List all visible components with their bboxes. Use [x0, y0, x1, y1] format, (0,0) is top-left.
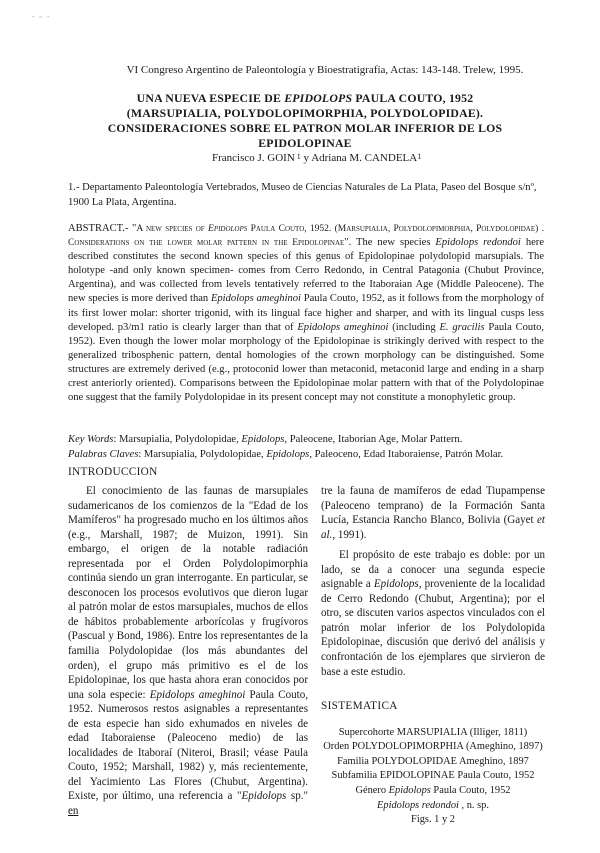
title-line-2: (MARSUPIALIA, POLYDOLOPIMORPHIA, POLYDOLOPIDAE).: [126, 106, 484, 120]
abstract: ABSTRACT.- "A new species of Epidolops Paula Couto, 1952. (Marsupialia, Polydolopimorphia, Polydolopidae) . Considerations on the lower molar pattern in the Epidolopinae". The new species Epidolops redondoi here described constitutes the second known species of this genus of Epidolopinae polydolopid marsupials. The holotype -and only known specimen- comes from Cerro Redondo, in Central Patagonia (Chubut Province, Argentina), and was collected from levels tentatively referred to the Itaboraian Age (Middle Paleocene). The new species is more derived than Epidolops ameghinoi Paula Couto, 1952, as it follows from the morphology of its first lower molar: shorter trigonid, with its lingual face higher and sharper, and with its lingual cusps less developed. p3/m1 ratio is clearly larger than that of Epidolops ameghinoi (including E. gracilis Paula Couto, 1952). Even though the lower molar morphology of the Epidolopinae is strikingly derived with respect to the generalized tribosphenic pattern, dental homologies of the crown morphology can be distinguished. Some structures are extremely derived (e.g., protoconid lower than metaconid, metaconid large and ending in a sharp crest anteriorly oriented). Comparisons between the Epidolopinae molar pattern with that of the Polydolopinae one suggest that the family Polydolopidae in its present concept may not constitute a monophyletic group.: [68, 223, 545, 404]
author-candela: y Adriana M. CANDELA: [300, 152, 418, 164]
keywords-block: [68, 433, 544, 462]
taxon-subfamily: Subfamilia EPIDOLOPINAE Paula Couto, 1952: [331, 770, 535, 782]
introduccion-heading: INTRODUCCION: [68, 466, 158, 478]
key-words: Key Words: Marsupialia, Polydolopidae, Epidolops, Paleocene, Itaborian Age, Molar Pattern.: [68, 434, 463, 445]
affiliation-mark: 1: [417, 152, 422, 161]
figure-reference: Figs. 1 y 2: [411, 814, 455, 826]
author-line: [212, 152, 421, 164]
taxonomic-hierarchy: [321, 726, 545, 828]
sistematica-heading: SISTEMATICA: [321, 700, 398, 713]
taxon-species: Epidolops redondoi , n. sp.: [377, 799, 489, 811]
article-title: [85, 91, 525, 151]
right-column: [321, 484, 545, 828]
affiliation: 1.- Departamento Paleontología Vertebrados, Museo de Ciencias Naturales de La Plata, Paseo del Bosque s/nº, 1900 La Plata, Argentina.: [68, 182, 537, 208]
title-line-1: UNA NUEVA ESPECIE DE EPIDOLOPS PAULA COUTO, 1952: [136, 91, 474, 105]
taxon-order: Orden POLYDOLOPIMORPHIA (Ameghino, 1897): [323, 741, 543, 753]
left-column: [68, 484, 308, 819]
intro-paragraph-1-cont: tre la fauna de mamíferos de edad Tiupampense (Paleoceno temprano) de la Formación Santa Lucía, Estancia Rancho Blanco, Bolivia (Gayet et al., 1991).: [321, 485, 545, 541]
running-head: VI Congreso Argentino de Paleontología y Bioestratigrafía, Actas: 143-148. Trelew, 1995.: [126, 64, 524, 76]
taxon-genus: Género Epidolops Paula Couto, 1952: [355, 785, 511, 797]
affiliation-mark: 1: [296, 152, 301, 161]
intro-paragraph-2: El propósito de este trabajo es doble: por un lado, se da a conocer una segunda especie asignable a Epidolops, proveniente de la localidad de Cerro Redondo (Chubut, Argentina); por el otro, se discuten varios aspectos vinculados con el patrón molar inferior de los Polydolopida Epidolopinae, discusión que derivó del análisis y confrontación de los ejemplares que sirvieron de base a este estudio.: [321, 549, 545, 678]
abstract-label: ABSTRACT.- ": [68, 223, 137, 234]
title-line-4: EPIDOLOPINAE: [258, 136, 352, 150]
taxon-family: Familia POLYDOLOPIDAE Ameghino, 1897: [337, 755, 529, 767]
intro-paragraph-1: El conocimiento de las faunas de marsupiales sudamericanos de los comienzos de la "Edad de los Mamíferos" ha progresado mucho en los últimos años (e.g., Marshall, 1987; de Muizon, 1991). Sin embargo, el origen de la notable radiación representada por el Orden Polydolopimorphia continúa siendo un gran interrogante. En particular, se desconocen los procesos evolutivos que dieron lugar al patrón molar de estos marsupiales, muchos de ellos de hábitos probablemente arborícolas y frugívoros (Pascual y Bond, 1986). Entre los representantes de la familia Polydolopidae (los más abundantes del orden), el grupo más primitivo es el de los Epidolopinae, los que hasta ahora eran conocidos por una sola especie: Epidolops ameghinoi Paula Couto, 1952. Numerosos restos asignables a representantes de esta especie han sido exhumados en niveles de edad Itaboraiense (Paleoceno medio) de las localidades de Itaboraí (Niteroi, Brasil; véase Paula Couto, 1952; Marshall, 1982) y, más recientemente, del Yacimiento Las Flores (Chubut, Argentina). Existe, por último, una referencia a "Epidolops sp." en: [68, 485, 308, 818]
title-genus: EPIDOLOPS: [284, 91, 353, 105]
palabras-claves: Palabras Claves: Marsupialia, Polydolopidae, Epidolops, Paleoceno, Edad Itaboraiense, Patrón Molar.: [68, 448, 504, 460]
taxon-supercohort: Supercohorte MARSUPIALIA (Illiger, 1811): [338, 726, 528, 738]
author-goin: Francisco J. GOIN: [212, 152, 295, 164]
margin-mark: ‑ ₌ ‑: [32, 12, 51, 21]
title-line-3: CONSIDERACIONES SOBRE EL PATRON MOLAR INFERIOR DE LOS: [107, 121, 503, 135]
